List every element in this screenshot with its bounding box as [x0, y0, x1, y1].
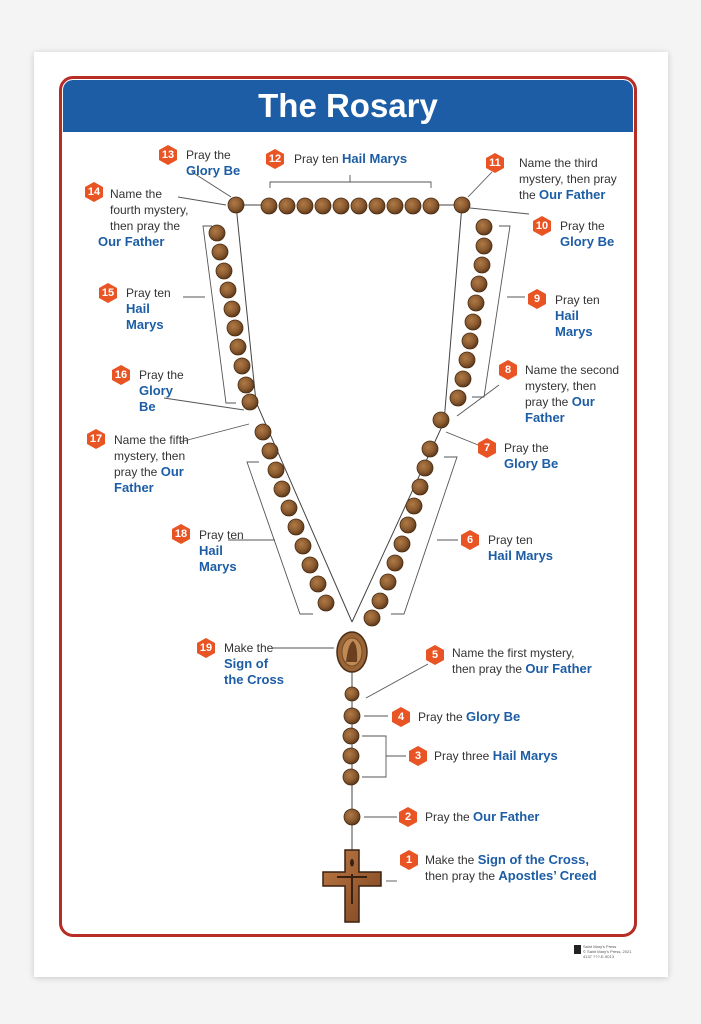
- step-label-14: Name the fourth mystery, then pray the Our Father: [98, 187, 189, 249]
- step-badge-4: 4: [391, 707, 411, 727]
- step-label-8: Name the second mystery, then pray the Our Father: [525, 363, 620, 425]
- step-label-2: Pray the Our Father: [425, 809, 540, 824]
- step-label-4: Pray the Glory Be: [418, 709, 521, 724]
- step-label-11: Name the third mystery, then pray the Our Father: [519, 156, 617, 202]
- right-upper-decade-beads: [450, 219, 492, 406]
- step-label-17: Name the fifth mystery, then pray the Our Father: [114, 433, 189, 495]
- step-badge-16: 16: [111, 365, 131, 385]
- step-badge-5: 5: [425, 645, 445, 665]
- step-badge-2: 2: [398, 807, 418, 827]
- step-label-6: Pray ten Hail Marys: [488, 533, 554, 563]
- step-label-3: Pray three Hail Marys: [434, 748, 558, 763]
- step-label-10: Pray the Glory Be: [560, 219, 615, 249]
- step-badge-8: 8: [498, 360, 518, 380]
- step-badge-17: 17: [86, 429, 106, 449]
- step-label-7: Pray the Glory Be: [504, 441, 559, 471]
- step-badge-13: 13: [158, 145, 178, 165]
- step-badge-14: 14: [84, 182, 104, 202]
- step-label-1: Make the Sign of the Cross, then pray the Apostles’ Creed: [425, 852, 597, 883]
- step-badge-12: 12: [265, 149, 285, 169]
- left-lower-decade-beads: [255, 424, 334, 611]
- step-badge-11: 11: [485, 153, 505, 173]
- step-label-5: Name the first mystery, then pray the Our Father: [452, 646, 592, 676]
- top-decade-beads: [228, 197, 470, 214]
- step-label-13: Pray the Glory Be: [186, 148, 241, 178]
- left-upper-decade-beads: [209, 225, 258, 410]
- step-badge-19: 19: [196, 638, 216, 658]
- publisher-footer: Saint Mary’s Press © Saint Mary’s Press, 2021 4137 ???-E-9013: [583, 944, 632, 959]
- step-label-16: Pray the Glory Be: [139, 368, 184, 414]
- crucifix: [323, 850, 381, 922]
- step-label-19: Make the Sign of the Cross: [224, 641, 284, 687]
- publisher-logo: [574, 945, 581, 954]
- step-badge-10: 10: [532, 216, 552, 236]
- step-badge-1: 1: [399, 850, 419, 870]
- step-label-18: Pray ten Hail Marys: [199, 528, 244, 574]
- step-label-9: Pray ten Hail Marys: [555, 293, 600, 339]
- step-label-15: Pray ten Hail Marys: [126, 286, 171, 332]
- step-badge-9: 9: [527, 289, 547, 309]
- step-badge-18: 18: [171, 524, 191, 544]
- step-label-12: Pray ten Hail Marys: [294, 151, 408, 166]
- step-badge-6: 6: [460, 530, 480, 550]
- centerpiece-medal: [337, 632, 367, 672]
- step-badge-7: 7: [477, 438, 497, 458]
- page-title: The Rosary: [258, 87, 438, 124]
- step-badge-3: 3: [408, 746, 428, 766]
- step-badge-15: 15: [98, 283, 118, 303]
